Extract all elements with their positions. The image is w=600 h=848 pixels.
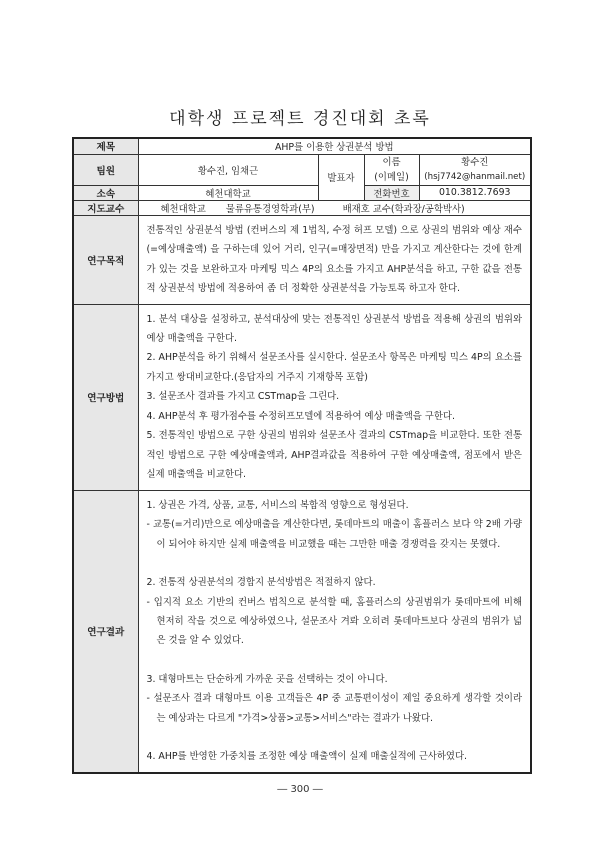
label-affiliation: 소속 — [73, 185, 138, 200]
purpose-text — [138, 215, 531, 304]
label-phone: 전화번호 — [364, 185, 419, 200]
result-heading: 3. 대형마트는 단순하게 가까운 곳을 선택하는 것이 아니다. — [146, 673, 388, 685]
method-step: 4. AHP분석 후 평가점수를 수정허프모델에 적용하여 예상 매출액을 구한다. — [146, 410, 455, 422]
label-advisor: 지도교수 — [73, 200, 138, 215]
presenter-name: 황수진 — [461, 156, 489, 168]
result-detail: - 설문조사 결과 대형마트 이용 고객들은 4P 중 교통편이성이 제일 중요하게 생각할 것이라는 예상과는 다르게 "가격>상품>교통>서비스"라는 결과가 나왔다. — [146, 693, 522, 724]
method-step: 2. AHP분석을 하기 위해서 설문조사를 실시한다. 설문조사 항목은 마케팅 믹스 4P의 요소를 가지고 쌍대비교한다.(응답자의 거주지 기재항목 포함) — [146, 352, 522, 383]
affiliation-value: 혜천대학교 — [138, 185, 318, 200]
label-purpose: 연구목적 — [73, 215, 138, 304]
method-text — [138, 304, 531, 490]
page-title: 대학생 프로젝트 경진대회 초록 — [169, 109, 431, 129]
label-method: 연구방법 — [73, 304, 138, 490]
team-members: 황수진, 임채근 — [138, 154, 318, 185]
method-step: 3. 설문조사 결과를 가지고 CSTmap을 그린다. — [146, 391, 340, 403]
advisor-school: 혜천대학교 — [160, 203, 206, 215]
advisor-dept: 물류유통경영학과(부) — [225, 203, 315, 215]
page-number: ― 300 ― — [277, 784, 323, 795]
result-heading: 4. AHP를 반영한 가중치를 조정한 예상 매출액이 실제 매출실적에 근사하였다. — [146, 751, 467, 763]
method-step: 1. 분석 대상을 설정하고, 분석대상에 맞는 전통적인 상권분석 방법을 적용해 상권의 범위와 예상 매출액을 구한다. — [146, 313, 522, 345]
purpose-paragraph: 전통적인 상권분석 방법 (컨버스의 제 1법칙, 수정 허프 모델) 으로 상권의 범위와 예상 재수(=예상매출액) 을 구하는데 있어 거리, 인구(=매장면적) 만을 가지고 계산한다는 것에 한계가 있는 것을 보완하고자 마케팅 믹스 4P의 요소를 가지고 AHP분석을 하고, 구한 값을 전통적 상권분석 방법에 적용하여 좀 더 정확한 상권분석을 가능토록 하고자 한다. — [146, 224, 522, 294]
label-presenter: 발표자 — [318, 154, 364, 200]
label-team: 팀원 — [73, 154, 138, 185]
method-step: 5. 전통적인 방법으로 구한 상권의 범위와 설문조사 결과의 CSTmap을 비교한다. 또한 전통적인 방법으로 구한 예상매출액과, AHP결과값을 적용하여 구한 예상매출액, 점포에서 받은 실제 매출액을 비교한다. — [146, 430, 522, 480]
label-name-email: 이름 (이메일) — [364, 154, 419, 185]
label-result: 연구결과 — [73, 490, 138, 773]
result-text — [138, 490, 531, 773]
result-detail: - 입지적 요소 기반의 컨버스 법칙으로 분석할 때, 홈플러스의 상권범위가 롯데마트에 비해 현저히 작을 것으로 예상하였으나, 설문조사 겨롸 오히려 롯데마트보다 상권의 범위가 넓은 것을 알 수 있었다. — [146, 596, 522, 647]
result-detail: - 교통(=거리)만으로 예상매출을 계산한다면, 롯데마트의 매출이 홈플러스 보다 약 2배 가량이 되어야 하지만 실제 매출액을 비교했을 때는 그만한 매출 경쟁력을 갖지는 못했다. — [146, 519, 522, 550]
advisor-name: 배재호 교수(학과장/공학박사) — [342, 203, 465, 215]
project-title: AHP를 이용한 상권분석 방법 — [138, 138, 531, 154]
phone-value: 010.3812.7693 — [419, 185, 531, 200]
abstract-table — [72, 137, 532, 774]
presenter-info — [419, 154, 531, 185]
presenter-email: (hsj7742@hanmail.net) — [424, 171, 526, 182]
result-heading: 2. 전통적 상권분석의 경합지 분석방법은 적절하지 않다. — [146, 577, 376, 589]
label-title: 제목 — [73, 138, 138, 154]
result-heading: 1. 상권은 가격, 상품, 교통, 서비스의 복합적 영향으로 형성된다. — [146, 500, 409, 512]
advisor-value — [138, 200, 531, 215]
